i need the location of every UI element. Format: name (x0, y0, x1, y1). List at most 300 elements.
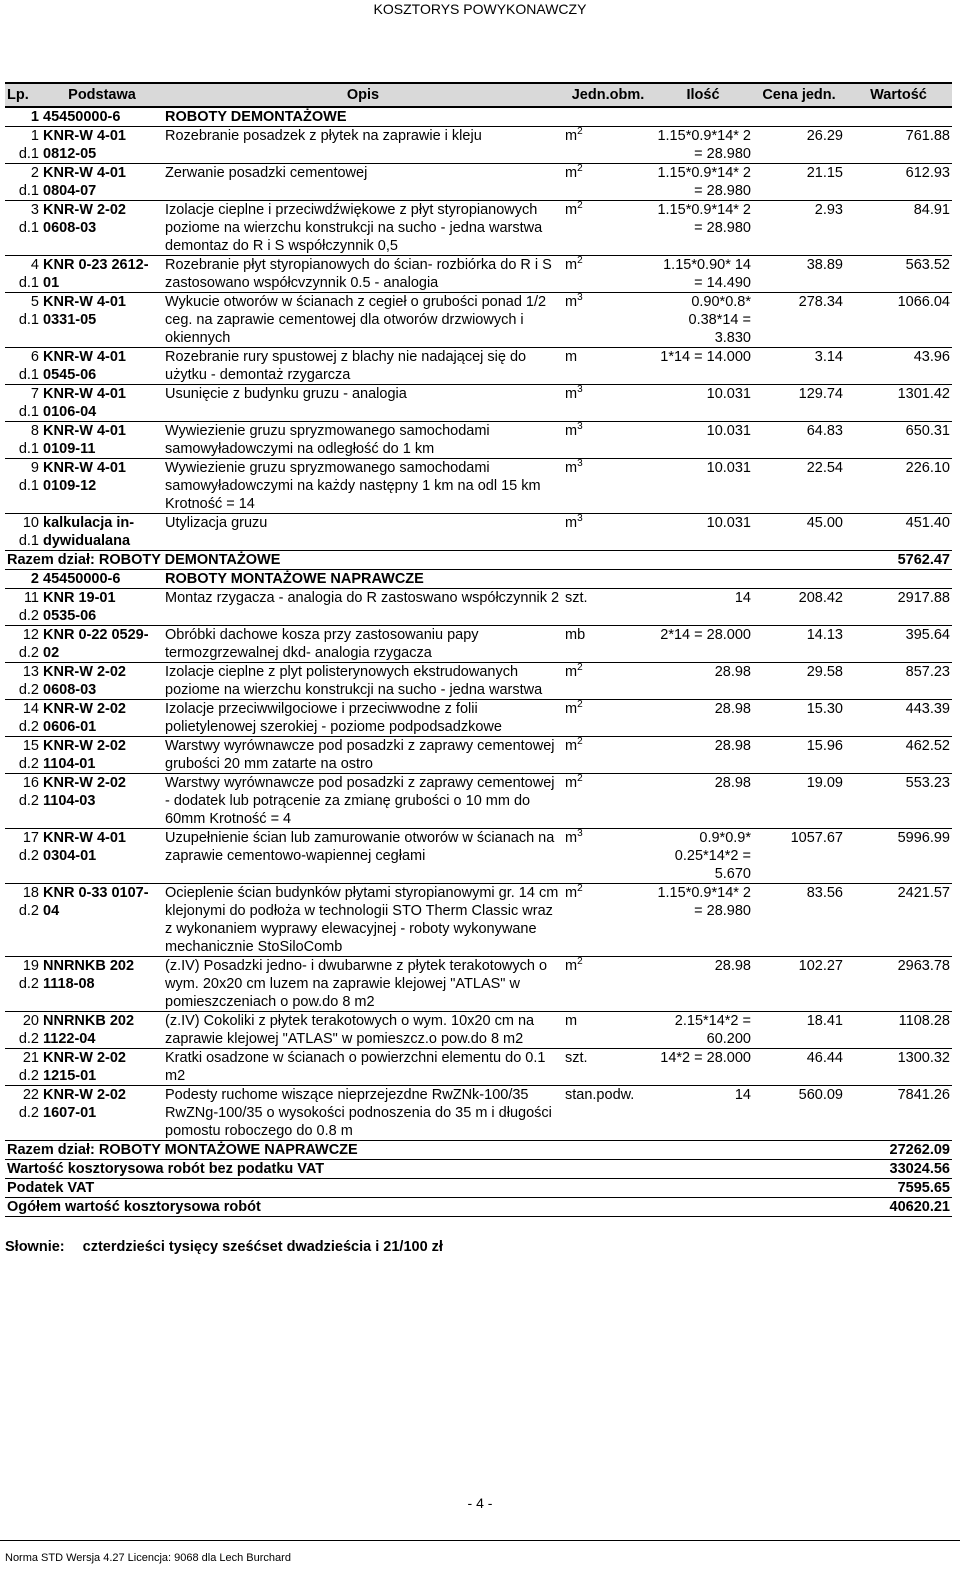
table-row (5, 1049, 952, 1086)
basis-catalog: KNR-W 4-01 (43, 830, 126, 846)
row-number-cell (5, 589, 41, 626)
unit-price-cell: 1057.67 (790, 830, 843, 846)
row-number: 20 (22, 1013, 39, 1029)
quantity-cell: 10.031 (706, 515, 751, 531)
quantity-cell: 28.98 (714, 958, 751, 974)
basis-cell (41, 774, 163, 829)
header-description: Opis (163, 83, 563, 107)
value-cell: 1066.04 (897, 294, 950, 310)
row-section-ref: d.2 (18, 608, 39, 624)
row-number: 8 (30, 423, 39, 439)
basis-cell (41, 829, 163, 884)
basis-cell (41, 1086, 163, 1141)
section-sum-row (5, 1141, 952, 1160)
unit-cell: $m^2$ (565, 200, 583, 218)
unit-cell: m (565, 349, 578, 365)
table-row (5, 957, 952, 1012)
description-cell: Rozebranie rury spustowej z blachy nie nadającej się do użytku - demontaż rzygarcza (165, 349, 527, 383)
description-cell: Montaz rzygacza - analogia do R zastoswano współczynnik 2 (165, 590, 560, 606)
row-number-cell (5, 293, 41, 348)
basis-catalog: kalkulacja in- (43, 515, 135, 531)
value-cell: 2963.78 (897, 958, 950, 974)
value-cell: 84.91 (913, 202, 950, 218)
table-row (5, 256, 952, 293)
quantity-cell: 1.15*0.90* 14 = 14.490 (663, 257, 751, 291)
quantity-cell: 10.031 (706, 460, 751, 476)
basis-position: 1118-08 (43, 976, 95, 992)
description-cell: Utylizacja gruzu (165, 515, 268, 531)
description-cell: Izolacje przeciwwilgociowe i przeciwwodne z folii polietylenowej szerokiej - poziome podpodsadzkowe (165, 701, 502, 735)
row-section-ref: d.2 (18, 848, 39, 864)
row-number: 5 (30, 294, 39, 310)
value-cell: 43.96 (913, 349, 950, 365)
unit-price-cell: 45.00 (806, 515, 843, 531)
table-row (5, 589, 952, 626)
value-cell: 2917.88 (897, 590, 950, 606)
footer-license: Norma STD Wersja 4.27 Licencja: 9068 dla Lech Burchard (5, 1552, 291, 1564)
description-cell: Rozebranie płyt styropianowych do ścian- rozbiórka do R i S zastosowano współcvzynnik 0.5 - analogia (165, 257, 552, 291)
basis-position: 1215-01 (43, 1068, 97, 1084)
section-sum-label: Razem dział: ROBOTY DEMONTAŻOWE (5, 551, 845, 570)
unit-price-cell: 208.42 (798, 590, 843, 606)
table-row (5, 514, 952, 551)
description-cell: Wywiezienie gruzu spryzmowanego samochodami samowyładowczymi na każdy następny 1 km na odl 15 km Krotność = 14 (165, 460, 541, 512)
section-header-row (5, 107, 952, 127)
basis-cell (41, 293, 163, 348)
basis-catalog: KNR-W 2-02 (43, 701, 126, 717)
row-number-cell (5, 737, 41, 774)
row-section-ref: d.1 (18, 404, 39, 420)
basis-catalog: KNR-W 4-01 (43, 460, 126, 476)
table-body (5, 107, 952, 1217)
basis-position: 0106-04 (43, 404, 97, 420)
unit-cell: $m^2$ (565, 662, 583, 680)
table-row (5, 774, 952, 829)
basis-catalog: KNR 0-33 0107- (43, 885, 149, 901)
row-number-cell (5, 700, 41, 737)
unit-price-cell: 22.54 (806, 460, 843, 476)
value-cell: 761.88 (905, 128, 950, 144)
basis-catalog: KNR-W 4-01 (43, 423, 126, 439)
section-title: ROBOTY DEMONTAŻOWE (163, 107, 952, 127)
quantity-cell: 1*14 = 14.000 (660, 349, 751, 365)
table-row (5, 626, 952, 663)
basis-cell (41, 1012, 163, 1049)
quantity-cell: 1.15*0.9*14* 2 = 28.980 (657, 202, 751, 236)
unit-price-cell: 19.09 (806, 775, 843, 791)
quantity-cell: 0.90*0.8* 0.38*14 = 3.830 (688, 294, 751, 346)
row-number: 14 (22, 701, 39, 717)
description-cell: (z.IV) Posadzki jedno- i dwubarwne z płytek terakotowych o wym. 20x20 cm luzem na zaprawie klejowej "ATLAS" w pomieszczeniach o pow.do 8 m2 (165, 958, 548, 1010)
row-number: 22 (22, 1087, 39, 1103)
value-cell: 650.31 (905, 423, 950, 439)
description-cell: Izolacje cieplne z plyt polisterynowych ekstrudowanych poziome na wierzchu konstrukcji na sucho - jedna warstwa (165, 664, 543, 698)
basis-cell (41, 201, 163, 256)
row-number: 17 (22, 830, 39, 846)
row-section-ref: d.2 (18, 793, 39, 809)
basis-position: 1104-01 (43, 756, 96, 772)
basis-cell (41, 459, 163, 514)
unit-price-cell: 3.14 (814, 349, 843, 365)
unit-cell: $m^3$ (565, 458, 583, 476)
words-value: czterdzieści tysięcy sześćset dwadzieścia i 21/100 zł (82, 1239, 443, 1255)
description-cell: Obróbki dachowe kosza przy zastosowaniu papy termozgrzewalnej dkd- analogia rzygacza (165, 627, 479, 661)
unit-price-cell: 102.27 (798, 958, 843, 974)
basis-position: 02 (43, 645, 60, 661)
basis-position: 1104-03 (43, 793, 96, 809)
basis-cell (41, 1049, 163, 1086)
row-number-cell (5, 348, 41, 385)
row-number: 16 (22, 775, 39, 791)
basis-catalog: KNR-W 4-01 (43, 294, 126, 310)
row-number: 7 (30, 386, 39, 402)
row-section-ref: d.1 (18, 441, 39, 457)
row-number-cell (5, 127, 41, 164)
unit-cell: $m^2$ (565, 255, 583, 273)
table-row (5, 663, 952, 700)
header-value: Wartość (845, 83, 952, 107)
table-row (5, 385, 952, 422)
row-number: 3 (30, 202, 39, 218)
unit-price-cell: 46.44 (806, 1050, 843, 1066)
row-section-ref: d.2 (18, 645, 39, 661)
quantity-cell: 1.15*0.9*14* 2 = 28.980 (657, 885, 751, 919)
basis-catalog: KNR-W 4-01 (43, 386, 126, 402)
unit-price-cell: 29.58 (806, 664, 843, 680)
basis-catalog: NNRNKB 202 (43, 958, 135, 974)
basis-position: 1607-01 (43, 1105, 97, 1121)
row-number-cell (5, 459, 41, 514)
basis-catalog: KNR-W 2-02 (43, 775, 126, 791)
row-number-cell (5, 385, 41, 422)
total-row (5, 1198, 952, 1217)
header-unit-price: Cena jedn. (753, 83, 845, 107)
unit-cell: $m^2$ (565, 773, 583, 791)
description-cell: Izolacje cieplne i przeciwdźwiękowe z płyt styropianowych poziome na wierzchu konstrukcji na sucho - jedna warstwa demontaz do R i S współczynnik 0,5 (165, 202, 543, 254)
row-section-ref: d.1 (18, 367, 39, 383)
table-row (5, 293, 952, 348)
description-cell: (z.IV) Cokoliki z płytek terakotowych o wym. 10x20 cm na zaprawie klejowej "ATLAS" w pomieszcz.o pow.do 8 m2 (165, 1013, 535, 1047)
quantity-cell: 28.98 (714, 701, 751, 717)
row-number-cell (5, 256, 41, 293)
row-section-ref: d.2 (18, 756, 39, 772)
basis-position: 0608-03 (43, 220, 97, 236)
description-cell: Uzupełnienie ścian lub zamurowanie otworów w ścianach na zaprawie cementowo-wapiennej cegłami (165, 830, 555, 864)
section-number: 2 (5, 570, 41, 589)
description-cell: Wykucie otworów w ścianach z cegieł o grubości ponad 1/2 ceg. na zaprawie cementowej dla otworów drzwiowych i okiennych (165, 294, 547, 346)
quantity-cell: 2.15*14*2 = 60.200 (674, 1013, 751, 1047)
value-cell: 462.52 (905, 738, 950, 754)
basis-cell (41, 514, 163, 551)
table-header-row (5, 83, 952, 107)
unit-cell: $m^2$ (565, 736, 583, 754)
row-number: 18 (22, 885, 39, 901)
basis-cell (41, 127, 163, 164)
basis-position: 0545-06 (43, 367, 97, 383)
description-cell: Podesty ruchome wiszące nieprzejezdne RwZNk-100/35 RwZNg-100/35 o wysokości podnoszenia do 35 m i długości pomostu roboczego do 0.8 m (165, 1087, 552, 1139)
description-cell: Warstwy wyrównawcze pod posadzki z zaprawy cementowej - dodatek lub potrącenie za zmianę grubości o 10 mm do 60mm Krotność = 4 (165, 775, 555, 827)
basis-position: 0606-01 (43, 719, 97, 735)
basis-position: 0331-05 (43, 312, 97, 328)
basis-position: 04 (43, 903, 60, 919)
quantity-cell: 10.031 (706, 386, 751, 402)
value-cell: 451.40 (905, 515, 950, 531)
table-row (5, 422, 952, 459)
quantity-cell: 1.15*0.9*14* 2 = 28.980 (657, 128, 751, 162)
row-section-ref: d.1 (18, 275, 39, 291)
unit-cell: szt. (565, 590, 588, 606)
row-number: 15 (22, 738, 39, 754)
basis-position: 0535-06 (43, 608, 97, 624)
row-number: 12 (22, 627, 39, 643)
unit-cell: $m^3$ (565, 828, 583, 846)
words-label: Słownie: (5, 1239, 65, 1255)
basis-position: 0109-12 (43, 478, 97, 494)
row-section-ref: d.2 (18, 1068, 39, 1084)
table-row (5, 164, 952, 201)
unit-cell: $m^2$ (565, 699, 583, 717)
row-number: 9 (30, 460, 39, 476)
basis-position: 0812-05 (43, 146, 97, 162)
row-number: 19 (22, 958, 39, 974)
basis-catalog: KNR-W 2-02 (43, 1050, 126, 1066)
basis-cell (41, 422, 163, 459)
basis-cell (41, 589, 163, 626)
section-code: 45450000-6 (41, 570, 163, 589)
unit-cell: $m^3$ (565, 513, 583, 531)
total-label: Wartość kosztorysowa robót bez podatku VAT (5, 1160, 845, 1179)
quantity-cell: 14 (734, 590, 751, 606)
quantity-cell: 14*2 = 28.000 (660, 1050, 751, 1066)
table-row (5, 829, 952, 884)
section-sum-label: Razem dział: ROBOTY MONTAŻOWE NAPRAWCZE (5, 1141, 845, 1160)
unit-cell: mb (565, 627, 586, 643)
quantity-cell: 14 (734, 1087, 751, 1103)
row-section-ref: d.1 (18, 220, 39, 236)
description-cell: Warstwy wyrównawcze pod posadzki z zaprawy cementowej grubości 20 mm zatarte na ostro (165, 738, 555, 772)
total-value: 7595.65 (845, 1179, 952, 1198)
basis-catalog: KNR-W 2-02 (43, 738, 126, 754)
value-cell: 1108.28 (898, 1013, 950, 1029)
table-row (5, 459, 952, 514)
basis-cell (41, 884, 163, 957)
unit-cell: $m^3$ (565, 421, 583, 439)
row-number: 11 (23, 590, 39, 606)
basis-catalog: KNR-W 2-02 (43, 202, 126, 218)
value-cell: 2421.57 (897, 885, 950, 901)
section-header-row (5, 570, 952, 589)
section-title: ROBOTY MONTAŻOWE NAPRAWCZE (163, 570, 952, 589)
table-row (5, 1086, 952, 1141)
total-label: Podatek VAT (5, 1179, 845, 1198)
row-section-ref: d.1 (18, 533, 39, 549)
unit-price-cell: 21.15 (806, 165, 843, 181)
table-row (5, 127, 952, 164)
unit-price-cell: 129.74 (798, 386, 843, 402)
row-number-cell (5, 1012, 41, 1049)
value-cell: 1300.32 (897, 1050, 950, 1066)
quantity-cell: 28.98 (714, 775, 751, 791)
total-row (5, 1179, 952, 1198)
unit-cell: $m^2$ (565, 163, 583, 181)
basis-catalog: NNRNKB 202 (43, 1013, 135, 1029)
basis-catalog: KNR 0-23 2612- (43, 257, 149, 273)
section-number: 1 (5, 107, 41, 127)
description-cell: Kratki osadzone w ścianach o powierzchni elementu do 0.1 m2 (165, 1050, 546, 1084)
row-section-ref: d.2 (18, 1105, 39, 1121)
amount-in-words (5, 1239, 457, 1255)
description-cell: Rozebranie posadzek z płytek na zaprawie i kleju (165, 128, 482, 144)
unit-price-cell: 14.13 (806, 627, 843, 643)
quantity-cell: 28.98 (714, 664, 751, 680)
basis-position: dywidualana (43, 533, 131, 549)
row-number-cell (5, 201, 41, 256)
basis-position: 01 (43, 275, 60, 291)
quantity-cell: 0.9*0.9* 0.25*14*2 = 5.670 (674, 830, 751, 882)
quantity-cell: 1.15*0.9*14* 2 = 28.980 (657, 165, 751, 199)
basis-cell (41, 348, 163, 385)
row-section-ref: d.2 (18, 682, 39, 698)
unit-price-cell: 64.83 (806, 423, 843, 439)
basis-catalog: KNR-W 4-01 (43, 165, 126, 181)
quantity-cell: 10.031 (706, 423, 751, 439)
row-number-cell (5, 1049, 41, 1086)
basis-cell (41, 385, 163, 422)
table-row (5, 201, 952, 256)
row-number: 4 (30, 257, 39, 273)
value-cell: 443.39 (905, 701, 950, 717)
row-number-cell (5, 164, 41, 201)
total-value: 33024.56 (845, 1160, 952, 1179)
value-cell: 226.10 (905, 460, 950, 476)
unit-cell: $m^2$ (565, 956, 583, 974)
basis-cell (41, 256, 163, 293)
unit-price-cell: 26.29 (806, 128, 843, 144)
description-cell: Wywiezienie gruzu spryzmowanego samochodami samowyładowczymi na odległość do 1 km (165, 423, 490, 457)
quantity-cell: 2*14 = 28.000 (660, 627, 751, 643)
header-quantity: Ilość (653, 83, 753, 107)
unit-cell: m (565, 1013, 578, 1029)
row-section-ref: d.1 (18, 478, 39, 494)
unit-price-cell: 278.34 (798, 294, 843, 310)
table-row (5, 1012, 952, 1049)
basis-cell (41, 626, 163, 663)
row-section-ref: d.1 (18, 183, 39, 199)
basis-catalog: KNR 19-01 (43, 590, 116, 606)
basis-cell (41, 957, 163, 1012)
value-cell: 5996.99 (897, 830, 950, 846)
unit-cell: $m^3$ (565, 384, 583, 402)
value-cell: 612.93 (905, 165, 950, 181)
unit-price-cell: 83.56 (806, 885, 843, 901)
row-section-ref: d.1 (18, 146, 39, 162)
basis-cell (41, 737, 163, 774)
unit-price-cell: 18.41 (806, 1013, 843, 1029)
quantity-cell: 28.98 (714, 738, 751, 754)
basis-position: 0608-03 (43, 682, 97, 698)
unit-price-cell: 15.30 (806, 701, 843, 717)
total-label: Ogółem wartość kosztorysowa robót (5, 1198, 845, 1217)
section-sum-value: 5762.47 (845, 551, 952, 570)
section-sum-value: 27262.09 (845, 1141, 952, 1160)
basis-cell (41, 164, 163, 201)
row-number: 1 (30, 128, 39, 144)
row-number-cell (5, 422, 41, 459)
value-cell: 553.23 (905, 775, 950, 791)
unit-cell: $m^2$ (565, 883, 583, 901)
basis-position: 0804-07 (43, 183, 97, 199)
unit-price-cell: 560.09 (798, 1087, 843, 1103)
basis-catalog: KNR-W 4-01 (43, 349, 126, 365)
row-number: 21 (22, 1050, 39, 1066)
basis-position: 0109-11 (43, 441, 96, 457)
basis-catalog: KNR-W 2-02 (43, 1087, 126, 1103)
row-number-cell (5, 663, 41, 700)
section-sum-row (5, 551, 952, 570)
row-number-cell (5, 884, 41, 957)
row-section-ref: d.2 (18, 903, 39, 919)
row-number: 6 (30, 349, 39, 365)
basis-catalog: KNR-W 2-02 (43, 664, 126, 680)
unit-cell: szt. (565, 1050, 588, 1066)
table-row (5, 737, 952, 774)
value-cell: 857.23 (905, 664, 950, 680)
basis-cell (41, 663, 163, 700)
table-row (5, 700, 952, 737)
description-cell: Ocieplenie ścian budynków płytami styropianowymi gr. 14 cm klejonymi do podłoża w technologii STO Therm Classic wraz z wykonaniem wyprawy elewacyjnej - roboty wykonywane mechanicznie StoSiloComb (165, 885, 559, 955)
footer-divider (0, 1540, 960, 1541)
description-cell: Usunięcie z budynku gruzu - analogia (165, 386, 407, 402)
row-number: 10 (22, 515, 39, 531)
basis-cell (41, 700, 163, 737)
row-number: 2 (30, 165, 39, 181)
value-cell: 395.64 (905, 627, 950, 643)
row-number-cell (5, 514, 41, 551)
section-code: 45450000-6 (41, 107, 163, 127)
basis-position: 0304-01 (43, 848, 97, 864)
basis-catalog: KNR 0-22 0529- (43, 627, 149, 643)
unit-price-cell: 15.96 (806, 738, 843, 754)
value-cell: 1301.42 (897, 386, 950, 402)
header-lp: Lp. (5, 83, 41, 107)
unit-price-cell: 38.89 (806, 257, 843, 273)
basis-position: 1122-04 (43, 1031, 96, 1047)
unit-cell: stan.podw. (565, 1087, 635, 1103)
table-row (5, 884, 952, 957)
unit-price-cell: 2.93 (814, 202, 843, 218)
row-number-cell (5, 829, 41, 884)
unit-cell: $m^3$ (565, 292, 583, 310)
row-number-cell (5, 957, 41, 1012)
row-number-cell (5, 626, 41, 663)
page-number: - 4 - (467, 1495, 493, 1511)
row-number-cell (5, 774, 41, 829)
total-row (5, 1160, 952, 1179)
row-number-cell (5, 1086, 41, 1141)
page-title: KOSZTORYS POWYKONAWCZY (373, 1, 587, 17)
row-section-ref: d.1 (18, 312, 39, 328)
total-value: 40620.21 (845, 1198, 952, 1217)
row-number: 13 (22, 664, 39, 680)
header-basis: Podstawa (41, 83, 163, 107)
description-cell: Zerwanie posadzki cementowej (165, 165, 368, 181)
row-section-ref: d.2 (18, 976, 39, 992)
table-row (5, 348, 952, 385)
value-cell: 563.52 (905, 257, 950, 273)
unit-cell: $m^2$ (565, 126, 583, 144)
row-section-ref: d.2 (18, 1031, 39, 1047)
basis-catalog: KNR-W 4-01 (43, 128, 126, 144)
